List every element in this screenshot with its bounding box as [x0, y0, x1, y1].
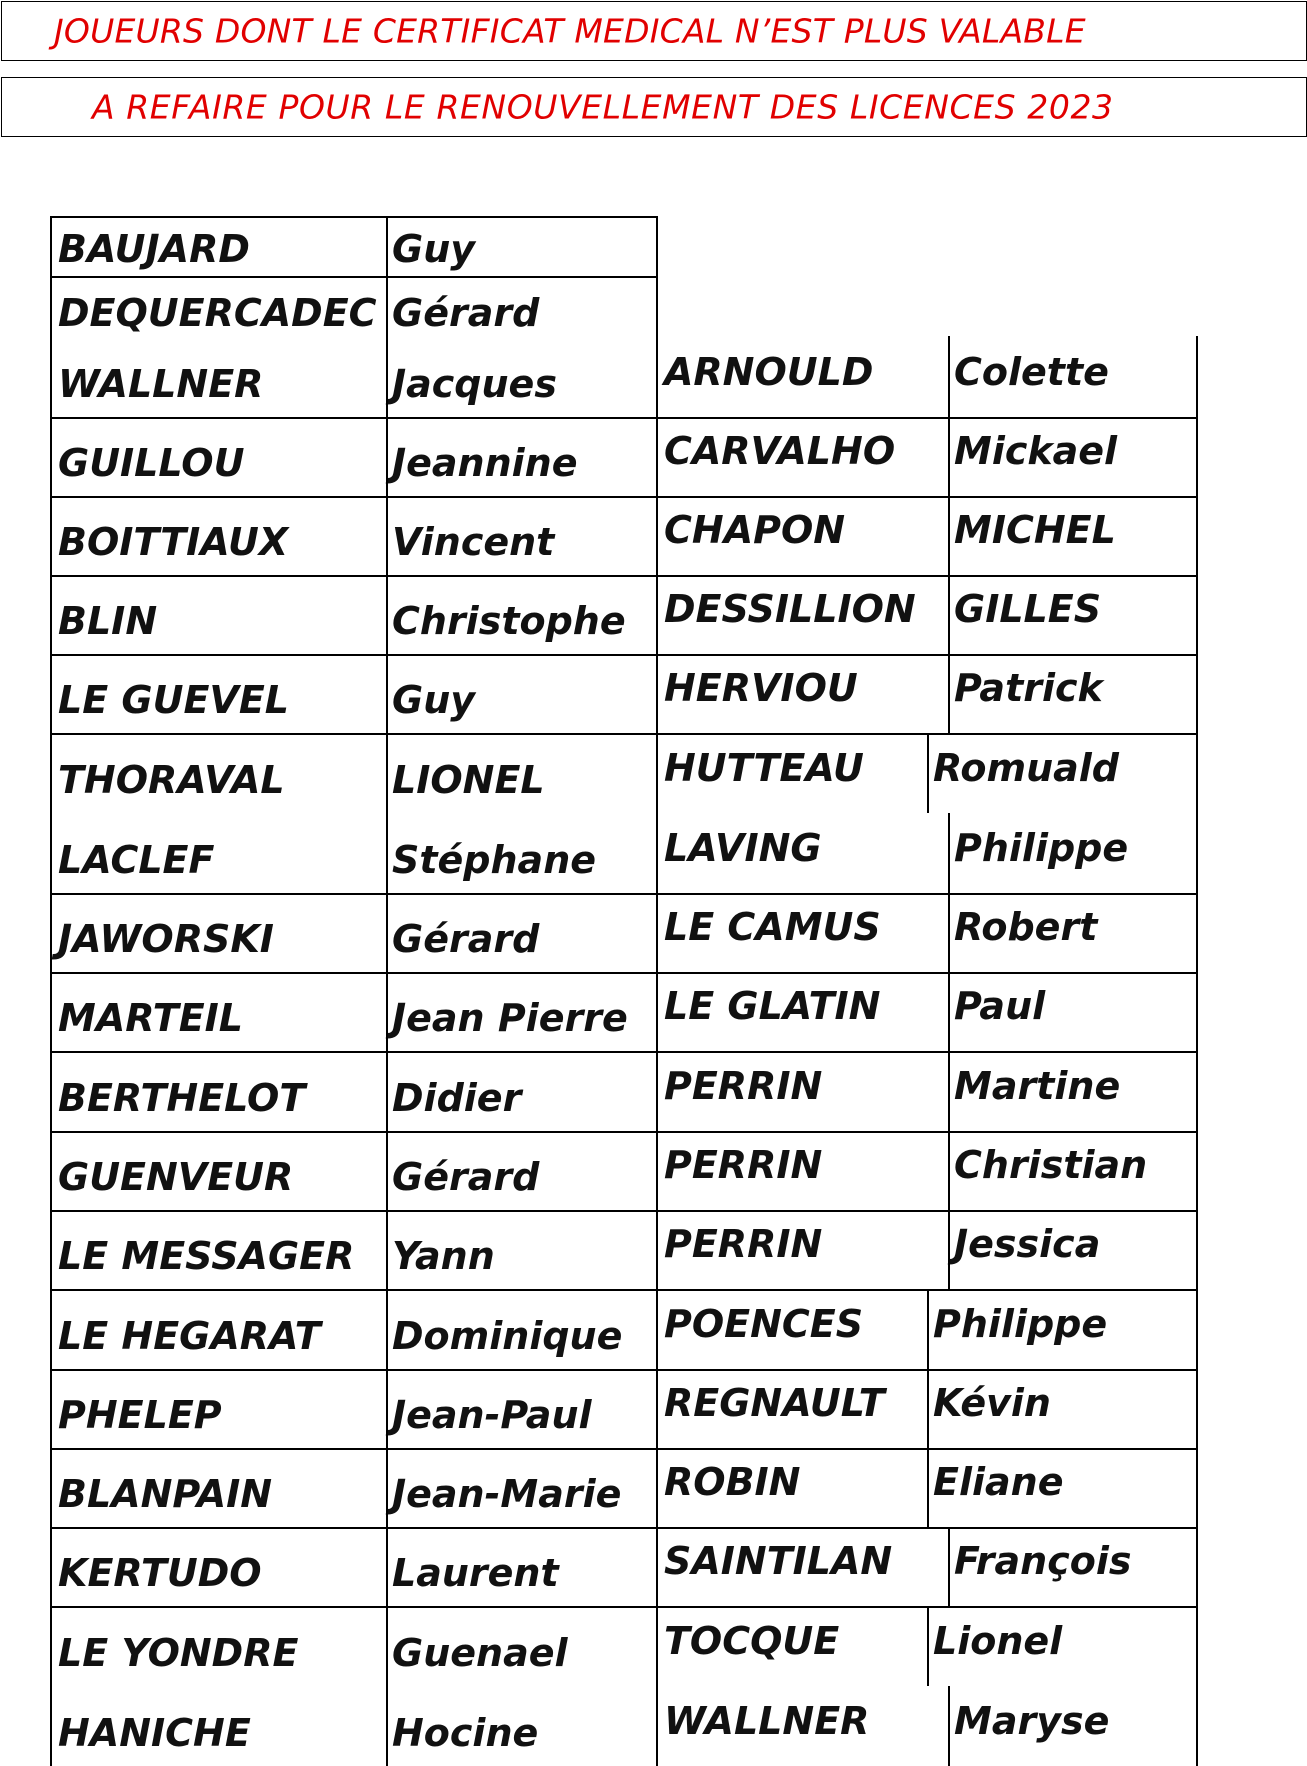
left-row-17-last-name-text: BLANPAIN	[58, 1472, 273, 1516]
left-row-3-first-name-text: Jacques	[392, 362, 557, 406]
left-row-5-first-name-text: Vincent	[392, 520, 555, 564]
left-row-divider	[50, 893, 656, 895]
right-row-4-last-name	[664, 575, 950, 654]
right-table-column-divider	[927, 1448, 929, 1527]
right-table-column-divider	[948, 654, 950, 733]
left-row-1-last-name-text: BAUJARD	[58, 227, 250, 271]
left-row-1-last-name	[58, 216, 386, 276]
left-row-20-first-name-text: Hocine	[392, 1711, 539, 1755]
left-row-10-last-name-text: JAWORSKI	[58, 917, 274, 961]
right-row-13-first-name	[933, 1289, 1196, 1369]
right-row-10-first-name	[954, 1051, 1196, 1131]
right-table-column-divider	[948, 813, 950, 893]
right-row-7-last-name-text: LAVING	[664, 826, 822, 870]
right-table-column-divider	[948, 575, 950, 654]
right-row-14-first-name	[933, 1369, 1196, 1448]
right-row-17-first-name-text: Lionel	[933, 1619, 1063, 1663]
left-row-13-last-name-text: GUENVEUR	[58, 1155, 294, 1199]
left-row-18-last-name-text: KERTUDO	[58, 1551, 262, 1595]
right-row-divider	[656, 654, 1196, 656]
right-row-4-last-name-text: DESSILLION	[664, 587, 916, 631]
right-row-10-first-name-text: Martine	[954, 1064, 1121, 1108]
left-row-16-first-name-text: Jean-Paul	[392, 1393, 592, 1437]
right-row-divider	[656, 417, 1196, 419]
right-row-12-first-name-text: Jessica	[954, 1222, 1101, 1266]
right-row-12-last-name	[664, 1210, 950, 1289]
right-table-column-divider	[927, 1606, 929, 1686]
left-row-divider	[50, 733, 656, 735]
left-row-9-first-name	[392, 813, 656, 893]
left-row-12-last-name	[58, 1051, 386, 1131]
right-row-11-first-name	[954, 1131, 1196, 1210]
right-row-8-last-name-text: LE CAMUS	[664, 905, 881, 949]
right-row-2-last-name-text: CARVALHO	[664, 429, 896, 473]
left-row-divider	[50, 1369, 656, 1371]
right-row-divider	[656, 1448, 1196, 1450]
right-row-15-last-name	[664, 1448, 929, 1527]
right-row-divider	[656, 1289, 1196, 1291]
right-table-column-divider	[948, 417, 950, 496]
left-row-2-last-name	[58, 276, 386, 338]
right-row-5-first-name	[954, 654, 1196, 733]
left-row-20-first-name	[392, 1686, 656, 1766]
left-row-divider	[50, 417, 656, 419]
left-row-17-first-name-text: Jean-Marie	[392, 1472, 622, 1516]
left-table-left-border	[50, 216, 52, 1766]
left-row-divider	[50, 1527, 656, 1529]
right-row-14-last-name-text: REGNAULT	[664, 1381, 885, 1425]
right-row-divider	[656, 1051, 1196, 1053]
right-row-15-first-name-text: Eliane	[933, 1460, 1064, 1504]
left-row-14-first-name-text: Yann	[392, 1234, 495, 1278]
left-row-9-last-name-text: LACLEF	[58, 838, 215, 882]
right-table-column-divider	[948, 1210, 950, 1289]
right-row-15-last-name-text: ROBIN	[664, 1460, 801, 1504]
left-row-14-first-name	[392, 1210, 656, 1289]
left-row-19-last-name	[58, 1606, 386, 1686]
left-row-5-last-name	[58, 496, 386, 575]
right-row-divider	[656, 1210, 1196, 1212]
left-row-4-last-name	[58, 417, 386, 496]
right-row-3-last-name	[664, 496, 950, 575]
left-row-2-last-name-text: DEQUERCADEC	[58, 291, 377, 335]
right-row-18-first-name	[954, 1686, 1196, 1766]
right-row-5-last-name	[664, 654, 950, 733]
left-row-15-last-name	[58, 1289, 386, 1369]
right-row-11-last-name	[664, 1131, 950, 1210]
right-row-1-last-name-text: ARNOULD	[664, 350, 874, 394]
left-row-11-last-name	[58, 972, 386, 1051]
left-row-8-first-name-text: LIONEL	[392, 758, 545, 802]
left-row-divider	[50, 1606, 656, 1608]
left-row-divider	[50, 972, 656, 974]
right-row-3-first-name-text: MICHEL	[954, 508, 1116, 552]
right-row-divider	[656, 733, 1196, 735]
page-title: JOUEURS DONT LE CERTIFICAT MEDICAL N’EST PLUS VALABLE	[54, 11, 1086, 51]
left-row-11-first-name-text: Jean Pierre	[392, 996, 628, 1040]
left-row-17-first-name	[392, 1448, 656, 1527]
right-table-column-divider	[927, 733, 929, 813]
right-row-5-first-name-text: Patrick	[954, 666, 1103, 710]
right-row-7-first-name	[954, 813, 1196, 893]
left-row-4-last-name-text: GUILLOU	[58, 441, 245, 485]
left-row-6-last-name	[58, 575, 386, 654]
left-row-14-last-name	[58, 1210, 386, 1289]
left-row-1-first-name-text: Guy	[392, 227, 476, 271]
left-row-20-last-name	[58, 1686, 386, 1766]
right-row-divider	[656, 575, 1196, 577]
right-row-6-last-name	[664, 733, 929, 813]
right-row-divider	[656, 1527, 1196, 1529]
left-row-15-first-name-text: Dominique	[392, 1314, 623, 1358]
right-table-column-divider	[948, 1686, 950, 1766]
left-row-6-first-name-text: Christophe	[392, 599, 626, 643]
right-row-16-last-name	[664, 1527, 950, 1606]
right-table-column-divider	[948, 972, 950, 1051]
left-row-6-first-name	[392, 575, 656, 654]
left-row-12-first-name-text: Didier	[392, 1076, 522, 1120]
right-row-3-last-name-text: CHAPON	[664, 508, 846, 552]
right-row-14-first-name-text: Kévin	[933, 1381, 1051, 1425]
left-row-13-first-name	[392, 1131, 656, 1210]
right-row-8-last-name	[664, 893, 950, 972]
right-row-4-first-name-text: GILLES	[954, 587, 1102, 631]
right-table-column-divider	[948, 1051, 950, 1131]
right-row-9-last-name-text: LE GLATIN	[664, 984, 881, 1028]
left-row-4-first-name-text: Jeannine	[392, 441, 578, 485]
right-row-3-first-name	[954, 496, 1196, 575]
right-row-1-last-name	[664, 336, 950, 417]
right-row-1-first-name	[954, 336, 1196, 417]
right-row-8-first-name	[954, 893, 1196, 972]
left-row-19-first-name-text: Guenael	[392, 1631, 568, 1675]
right-row-divider	[656, 893, 1196, 895]
left-row-7-last-name	[58, 654, 386, 733]
left-row-17-last-name	[58, 1448, 386, 1527]
left-row-3-last-name-text: WALLNER	[58, 362, 264, 406]
left-row-8-first-name	[392, 733, 656, 813]
left-row-7-last-name-text: LE GUEVEL	[58, 678, 289, 722]
right-row-12-first-name	[954, 1210, 1196, 1289]
right-row-6-first-name	[933, 733, 1196, 813]
right-row-16-last-name-text: SAINTILAN	[664, 1539, 893, 1583]
left-row-divider	[50, 216, 656, 218]
right-row-13-last-name-text: POENCES	[664, 1302, 864, 1346]
left-row-16-last-name-text: PHELEP	[58, 1393, 222, 1437]
left-row-8-last-name-text: THORAVAL	[58, 758, 285, 802]
left-row-12-last-name-text: BERTHELOT	[58, 1076, 306, 1120]
left-row-10-last-name	[58, 893, 386, 972]
left-row-6-last-name-text: BLIN	[58, 599, 158, 643]
right-row-18-last-name	[664, 1686, 950, 1766]
left-table-right-border	[656, 216, 658, 1766]
right-row-2-last-name	[664, 417, 950, 496]
right-table-column-divider	[948, 1131, 950, 1210]
left-row-divider	[50, 276, 656, 278]
right-row-10-last-name-text: PERRIN	[664, 1064, 823, 1108]
left-row-divider	[50, 654, 656, 656]
left-row-divider	[50, 1051, 656, 1053]
left-row-9-first-name-text: Stéphane	[392, 838, 597, 882]
subtitle-banner	[1, 77, 1307, 137]
right-row-7-first-name-text: Philippe	[954, 826, 1129, 870]
right-row-10-last-name	[664, 1051, 950, 1131]
right-table-column-divider	[948, 496, 950, 575]
left-row-divider	[50, 1131, 656, 1133]
right-row-16-first-name	[954, 1527, 1196, 1606]
left-row-1-first-name	[392, 216, 656, 276]
left-row-16-last-name	[58, 1369, 386, 1448]
left-row-7-first-name-text: Guy	[392, 678, 476, 722]
left-row-16-first-name	[392, 1369, 656, 1448]
right-row-18-first-name-text: Maryse	[954, 1699, 1110, 1743]
right-row-9-first-name-text: Paul	[954, 984, 1046, 1028]
left-row-18-last-name	[58, 1527, 386, 1606]
right-row-divider	[656, 972, 1196, 974]
left-row-10-first-name-text: Gérard	[392, 917, 540, 961]
left-row-10-first-name	[392, 893, 656, 972]
left-row-13-first-name-text: Gérard	[392, 1155, 540, 1199]
left-row-7-first-name	[392, 654, 656, 733]
page-subtitle: A REFAIRE POUR LE RENOUVELLEMENT DES LICENCES 2023	[92, 87, 1114, 127]
right-row-divider	[656, 1606, 1196, 1608]
right-row-divider	[656, 1369, 1196, 1371]
right-row-9-first-name	[954, 972, 1196, 1051]
left-row-3-last-name	[58, 338, 386, 417]
left-row-8-last-name	[58, 733, 386, 813]
right-row-divider	[656, 1131, 1196, 1133]
left-row-20-last-name-text: HANICHE	[58, 1711, 251, 1755]
right-row-11-first-name-text: Christian	[954, 1143, 1148, 1187]
left-row-14-last-name-text: LE MESSAGER	[58, 1234, 355, 1278]
right-row-9-last-name	[664, 972, 950, 1051]
right-row-2-first-name	[954, 417, 1196, 496]
left-row-19-first-name	[392, 1606, 656, 1686]
left-row-divider	[50, 1448, 656, 1450]
left-row-divider	[50, 1289, 656, 1291]
right-table-column-divider	[948, 1527, 950, 1606]
left-row-9-last-name	[58, 813, 386, 893]
right-row-17-last-name-text: TOCQUE	[664, 1619, 840, 1663]
left-row-2-first-name-text: Gérard	[392, 291, 540, 335]
left-row-5-first-name	[392, 496, 656, 575]
left-row-19-last-name-text: LE YONDRE	[58, 1631, 299, 1675]
right-row-17-last-name	[664, 1606, 929, 1686]
right-row-16-first-name-text: François	[954, 1539, 1132, 1583]
right-row-13-last-name	[664, 1289, 929, 1369]
left-row-divider	[50, 496, 656, 498]
title-banner	[1, 1, 1307, 61]
left-table-column-divider	[386, 216, 388, 1766]
right-row-18-last-name-text: WALLNER	[664, 1699, 870, 1743]
right-row-5-last-name-text: HERVIOU	[664, 666, 858, 710]
right-row-7-last-name	[664, 813, 950, 893]
right-row-6-first-name-text: Romuald	[933, 746, 1119, 790]
right-row-6-last-name-text: HUTTEAU	[664, 746, 864, 790]
right-row-12-last-name-text: PERRIN	[664, 1222, 823, 1266]
right-row-8-first-name-text: Robert	[954, 905, 1098, 949]
left-row-4-first-name	[392, 417, 656, 496]
left-row-divider	[50, 1210, 656, 1212]
right-table-right-border	[1196, 336, 1198, 1766]
left-row-divider	[50, 575, 656, 577]
right-row-divider	[656, 496, 1196, 498]
left-row-5-last-name-text: BOITTIAUX	[58, 520, 289, 564]
left-row-11-first-name	[392, 972, 656, 1051]
right-table-column-divider	[927, 1289, 929, 1369]
left-row-13-last-name	[58, 1131, 386, 1210]
left-row-12-first-name	[392, 1051, 656, 1131]
left-row-3-first-name	[392, 338, 656, 417]
left-row-15-first-name	[392, 1289, 656, 1369]
right-row-4-first-name	[954, 575, 1196, 654]
right-table-column-divider	[948, 336, 950, 417]
right-row-1-first-name-text: Colette	[954, 350, 1109, 394]
right-row-11-last-name-text: PERRIN	[664, 1143, 823, 1187]
right-row-15-first-name	[933, 1448, 1196, 1527]
left-row-18-first-name-text: Laurent	[392, 1551, 559, 1595]
left-row-18-first-name	[392, 1527, 656, 1606]
right-row-2-first-name-text: Mickael	[954, 429, 1118, 473]
right-row-14-last-name	[664, 1369, 929, 1448]
right-table-column-divider	[927, 1369, 929, 1448]
left-row-11-last-name-text: MARTEIL	[58, 996, 244, 1040]
right-row-13-first-name-text: Philippe	[933, 1302, 1108, 1346]
left-row-2-first-name	[392, 276, 656, 338]
right-row-17-first-name	[933, 1606, 1196, 1686]
left-row-15-last-name-text: LE HEGARAT	[58, 1314, 321, 1358]
right-table-column-divider	[948, 893, 950, 972]
